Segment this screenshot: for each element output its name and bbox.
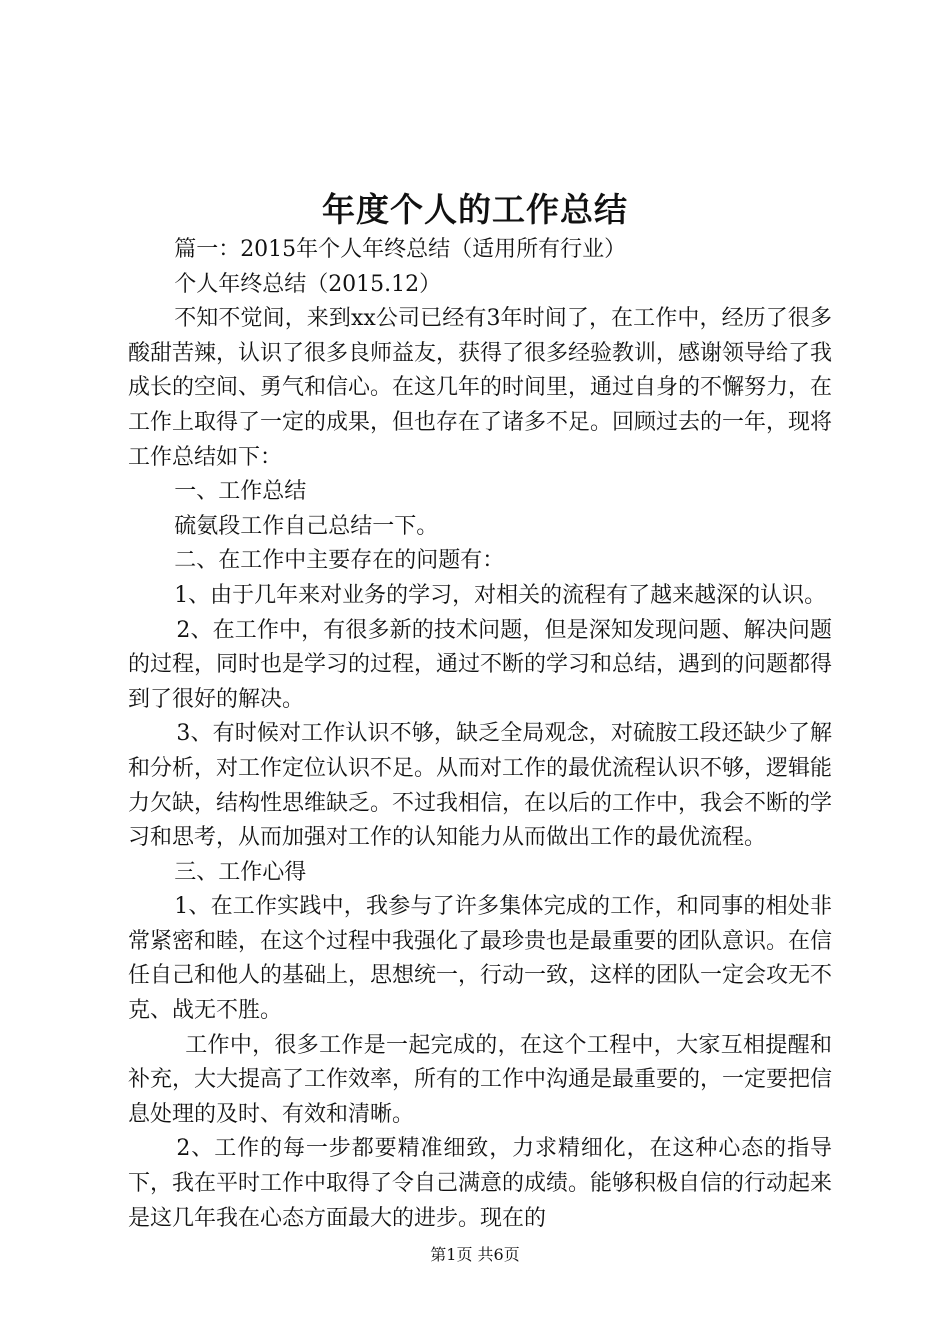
section-heading-part-one: 篇一：2015年个人年终总结（适用所有行业）: [174, 237, 627, 262]
page-number-footer: 第1页 共6页: [430, 1245, 520, 1264]
subtitle-year-end-summary: 个人年终总结（2015.12）: [174, 271, 442, 297]
problem-item-1: 1、由于几年来对业务的学习，对相关的流程有了越来越深的认识。: [174, 582, 827, 608]
document-body: [128, 233, 832, 1236]
paragraph-work-summary: 硫氨段工作自己总结一下。: [174, 513, 439, 539]
experience-item-1: 1、在工作实践中，我参与了许多集体完成的工作，和同事的相处非常紧密和睦，在这个过程中我强化了最珍贵也是最重要的团队意识。在信任自己和他人的基础上，思想统一，行动一致，这样的团队一定会攻无不克、战无不胜。: [128, 894, 833, 1024]
problem-item-3: 3、有时候对工作认识不够，缺乏全局观念，对硫胺工段还缺少了解和分析，对工作定位认识不足。从而对工作的最优流程认识不够，逻辑能力欠缺，结构性思维缺乏。不过我相信，在以后的工作中，我会不断的学习和思考，从而加强对工作的认知能力从而做出工作的最优流程。: [128, 721, 833, 851]
document-title: 年度个人的工作总结: [322, 190, 628, 229]
experience-paragraph-teamwork: 工作中，很多工作是一起完成的，在这个工程中，大家互相提醒和补充，大大提高了工作效率，所有的工作中沟通是最重要的，一定要把信息处理的及时、有效和清晰。: [128, 1032, 833, 1127]
heading-main-problems: 二、在工作中主要存在的问题有：: [174, 548, 505, 574]
problem-item-2: 2、在工作中，有很多新的技术问题，但是深知发现问题、解决问题的过程，同时也是学习的过程，通过不断的学习和总结，遇到的问题都得到了很好的解决。: [128, 617, 833, 712]
heading-work-summary: 一、工作总结: [174, 479, 307, 505]
intro-paragraph: 不知不觉间，来到xx公司已经有3年时间了，在工作中，经历了很多酸甜苦辣，认识了很多良师益友，获得了很多经验教训，感谢领导给了我成长的空间、勇气和信心。在这几年的时间里，通过自身的不懈努力，在工作上取得了一定的成果，但也存在了诸多不足。回顾过去的一年，现将工作总结如下：: [128, 306, 833, 470]
experience-item-2: 2、工作的每一步都要精准细致，力求精细化，在这种心态的指导下，我在平时工作中取得了令自己满意的成绩。能够积极自信的行动起来是这几年我在心态方面最大的进步。现在的: [128, 1136, 833, 1231]
heading-work-experience: 三、工作心得: [174, 859, 307, 885]
